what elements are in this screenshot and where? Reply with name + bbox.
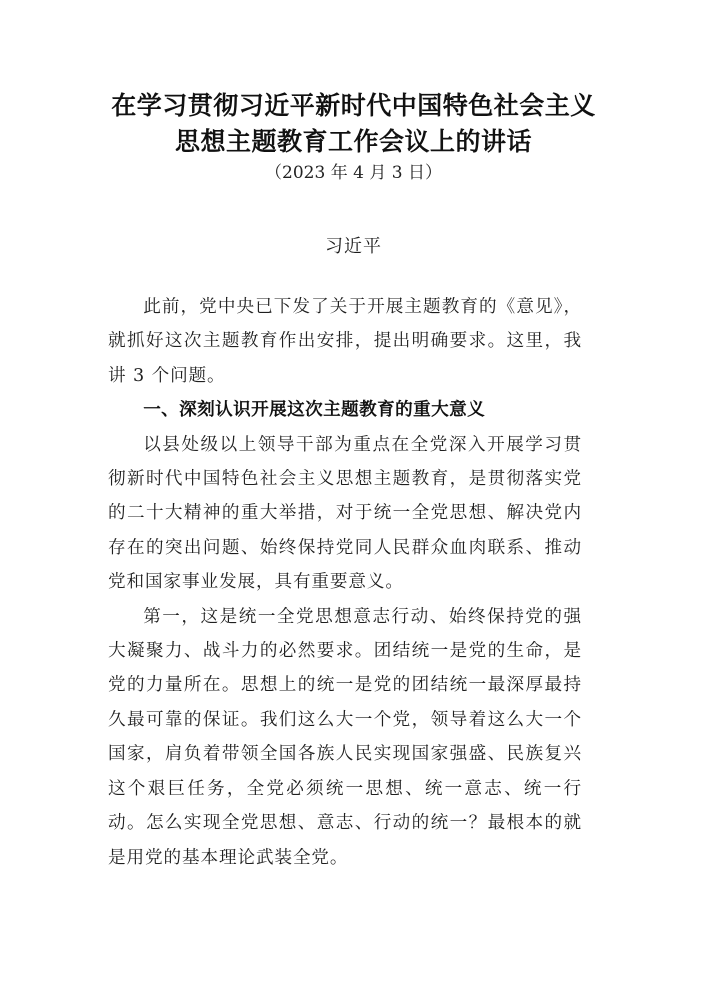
document-body xyxy=(108,290,582,875)
speech-date: （2023 年 4 月 3 日） xyxy=(265,163,442,183)
section-heading: 一、深刻认识开展这次主题教育的重大意义 xyxy=(143,400,486,421)
author-name: 习近平 xyxy=(325,236,382,257)
page-title: 在学习贯彻习近平新时代中国特色社会主义思想主题教育工作会议上的讲话 xyxy=(111,91,596,156)
body-paragraph: 以县处级以上领导干部为重点在全党深入开展学习贯彻新时代中国特色社会主义思想主题教育，是贯彻落实党的二十大精神的重大举措，对于统一全党思想、解决党内存在的突出问题、始终保持党同人民群众血肉联系、推动党和国家事业发展，具有重要意义。 xyxy=(108,434,582,593)
intro-paragraph: 此前，党中央已下发了关于开展主题教育的《意见》，就抓好这次主题教育作出安排，提出明确要求。这里，我讲 3 个问题。 xyxy=(108,297,582,386)
body-paragraph: 第一，这是统一全党思想意志行动、始终保持党的强大凝聚力、战斗力的必然要求。团结统一是党的生命，是党的力量所在。思想上的统一是党的团结统一最深厚最持久最可靠的保证。我们这么大一个党，领导着这么大一个国家，肩负着带领全国各族人民实现国家强盛、民族复兴这个艰巨任务，全党必须统一思想、统一意志、统一行动。怎么实现全党思想、意志、行动的统一？最根本的就是用党的基本理论武装全党。 xyxy=(108,606,582,868)
